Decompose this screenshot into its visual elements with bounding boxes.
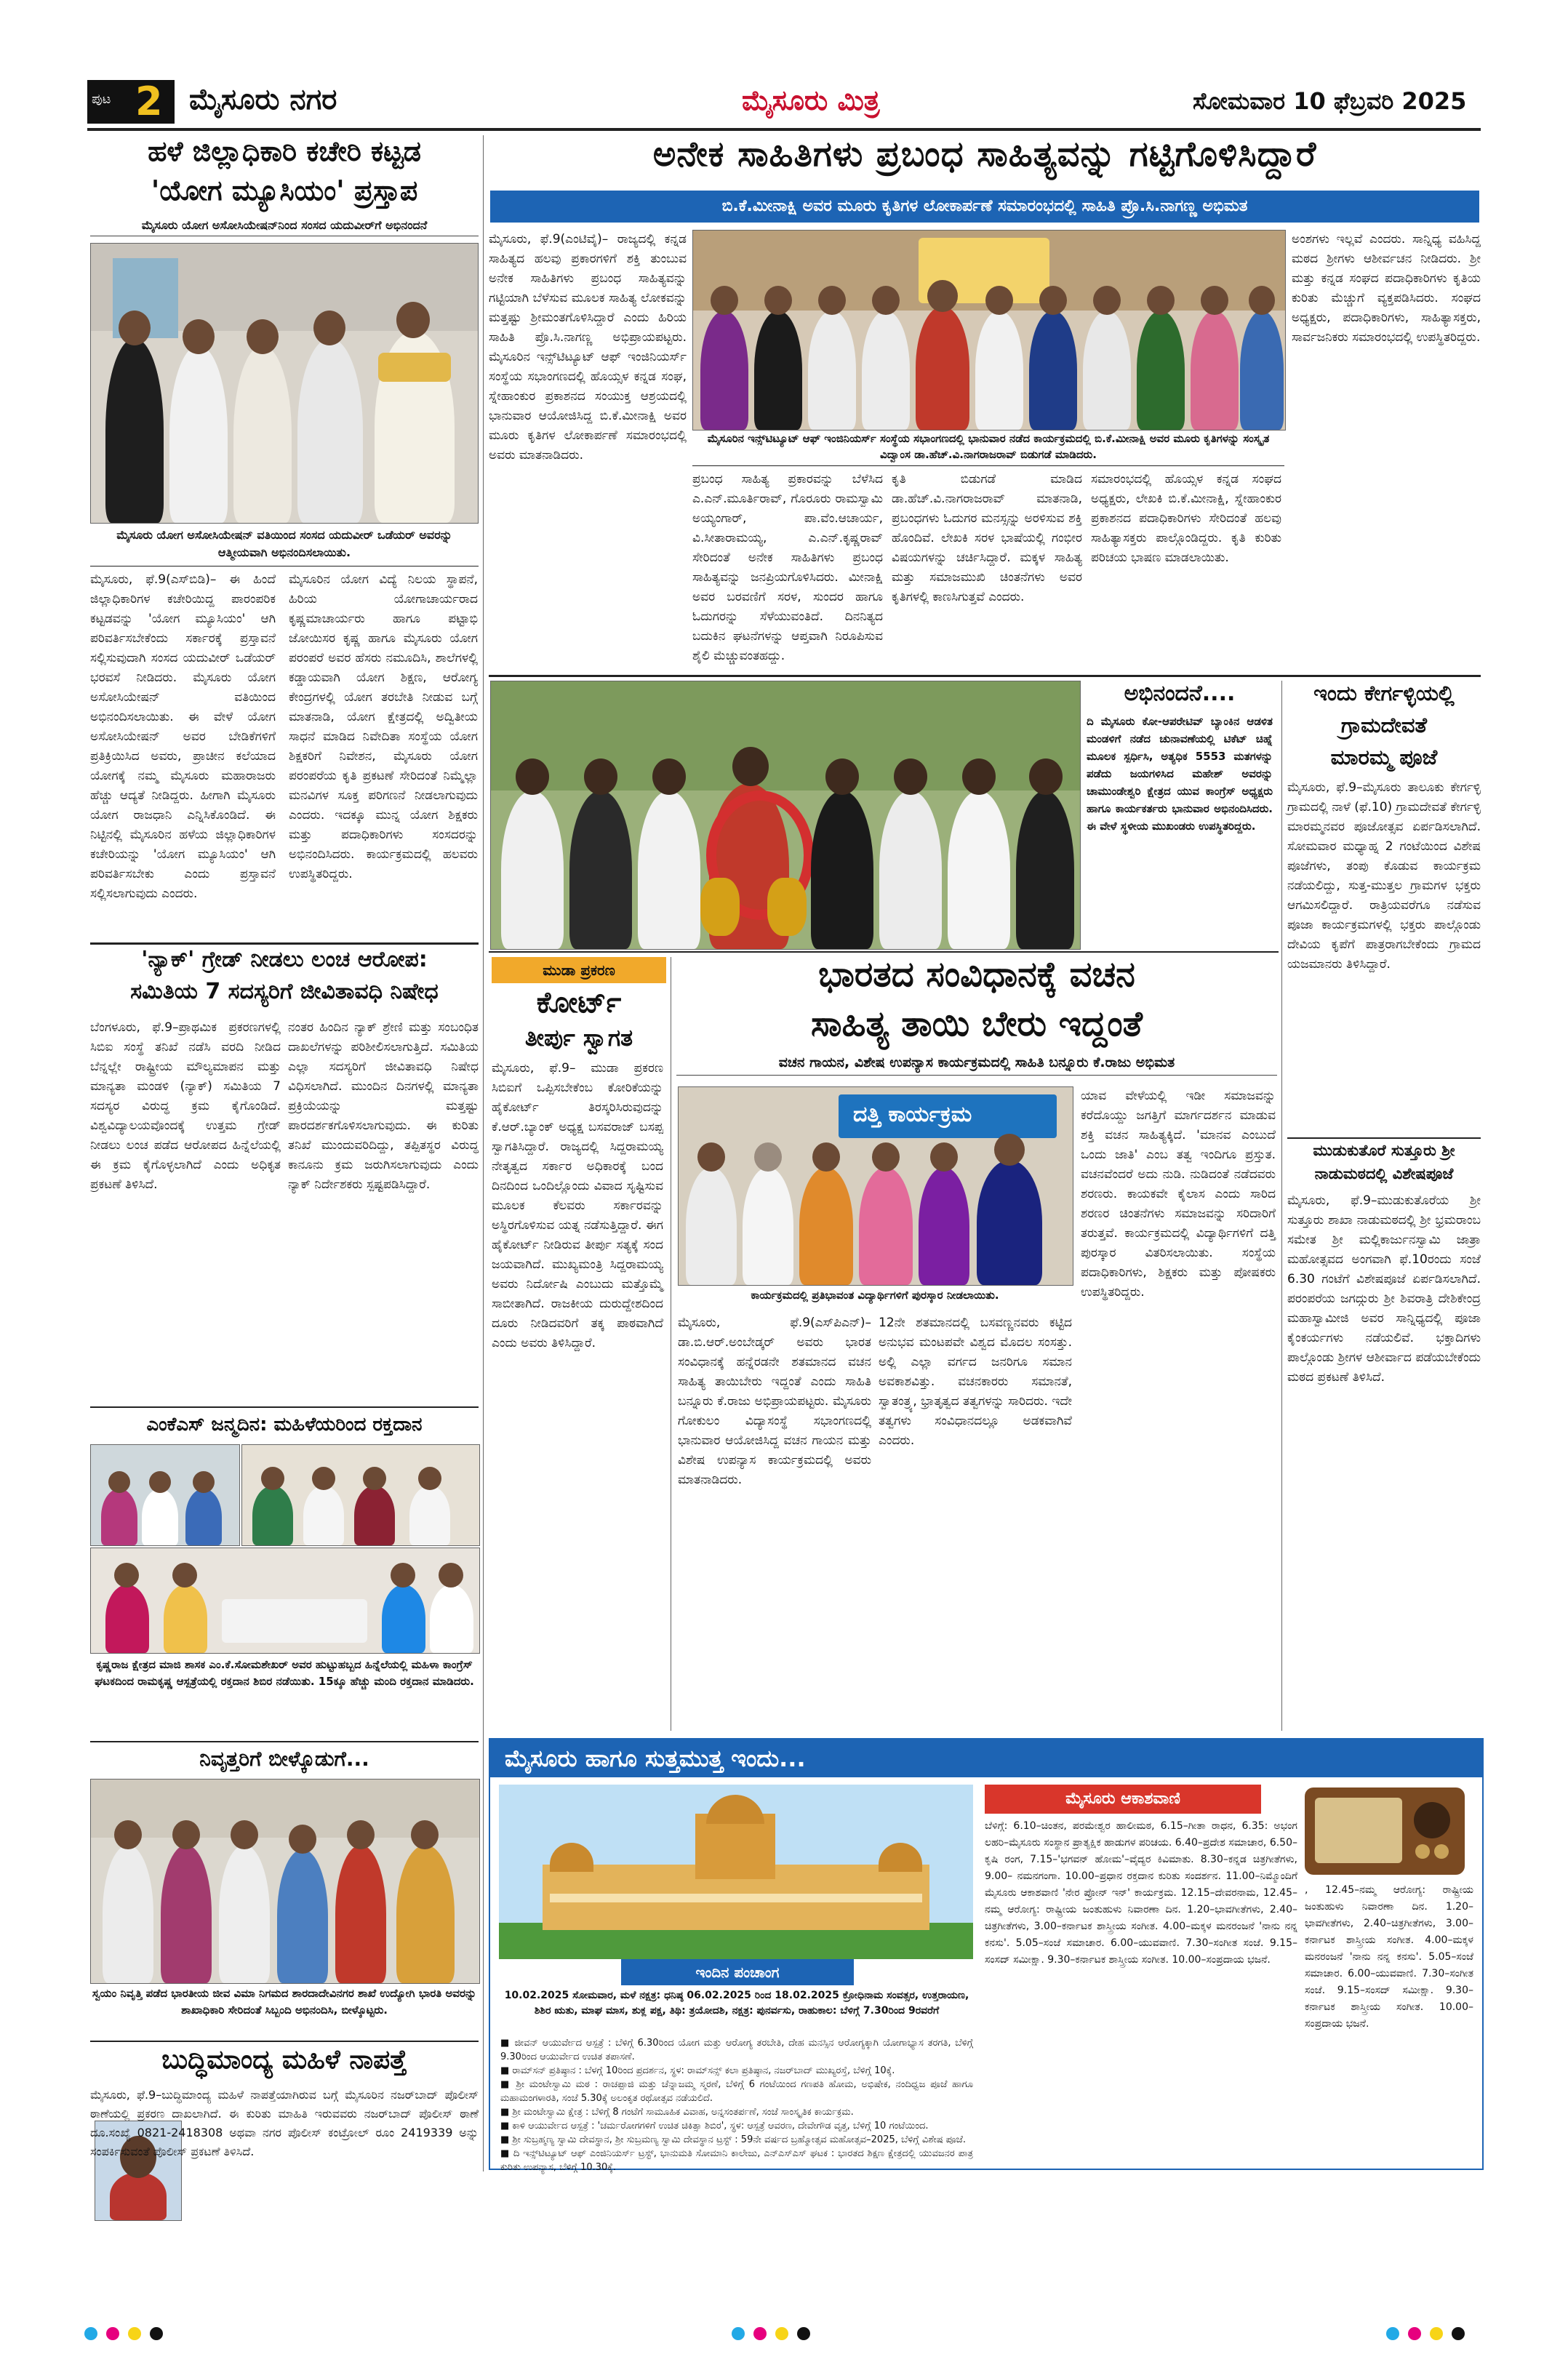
- mudaa-tag: ಮುಡಾ ಪ್ರಕರಣ: [492, 957, 666, 983]
- rule: [90, 1406, 479, 1408]
- vachana-subhead: ವಚನ ಗಾಯನ, ವಿಶೇಷ ಉಪನ್ಯಾಸ ಕಾರ್ಯಕ್ರಮದಲ್ಲಿ ಸಾಹಿತಿ ಬನ್ನೂರು ಕೆ.ರಾಜು ಅಭಿಮತ: [676, 1054, 1277, 1076]
- naac-body-col2: ನಂತರ ಹಿಂದಿನ ನ್ಯಾಕ್ ಶ್ರೇಣಿ ಮತ್ತು ಸಂಬಂಧಿತ ದಾಖಲೆಗಳನ್ನು ಪರಿಶೀಲಿಸಲಾಗುತ್ತಿದೆ. ಸಮಿತಿಯ ಎಲ್ಲಾ ಸದಸ್ಯರಿಗೆ ಜೀವಿತಾವಧಿ ನಿಷೇಧ ವಿಧಿಸಲಾಗಿದೆ. ಮುಂದಿನ ದಿನಗಳಲ್ಲಿ ಮಾನ್ಯತಾ ಪ್ರಕ್ರಿಯೆಯನ್ನು ಮತ್ತಷ್ಟು ಪಾರದರ್ಶಕಗೊಳಿಸಲಾಗುವುದು. ಈ ಕುರಿತು ತನಿಖೆ ಮುಂದುವರಿದಿದ್ದು, ತಪ್ಪಿತಸ್ಥರ ವಿರುದ್ಧ ಕಾನೂನು ಕ್ರಮ ಜರುಗಿಸಲಾಗುವುದು ಎಂದು ನ್ಯಾಕ್ ನಿರ್ದೇಶಕರು ಸ್ಪಷ್ಟಪಡಿಸಿದ್ದಾರೆ.: [288, 1020, 479, 1192]
- blood-headline: ಎಂಕೆಎಸ್ ಜನ್ಮದಿನ: ಮಹಿಳೆಯರಿಂದ ರಕ್ತದಾನ: [146, 1414, 423, 1436]
- missing-headline: ಬುದ್ಧಿಮಾಂದ್ಯ ಮಹಿಳೆ ನಾಪತ್ತೆ: [161, 2045, 407, 2075]
- vachana-banner-text: ದತ್ತಿ ಕಾರ್ಯಕ್ರಮ: [853, 1102, 972, 1127]
- column-rule: [483, 135, 484, 2171]
- mudaa-headline-2: ತೀರ್ಪು ಸ್ವಾಗತ: [524, 1024, 633, 1052]
- mudaa-body: ಮೈಸೂರು, ಫೆ.9– ಮುಡಾ ಪ್ರಕರಣ ಸಿಬಿಐಗೆ ಒಪ್ಪಿಸಬೇಕೆಂಬ ಕೋರಿಕೆಯನ್ನು ಹೈಕೋರ್ಟ್ ತಿರಸ್ಕರಿಸಿರುವುದನ್ನು ಕೆ.ಆರ್.ಬ್ಯಾಂಕ್ ಅಧ್ಯಕ್ಷ ಬಸವರಾಜ್ ಬಸಪ್ಪ ಸ್ವಾಗತಿಸಿದ್ದಾರೆ. ರಾಜ್ಯದಲ್ಲಿ ಸಿದ್ದರಾಮಯ್ಯ ನೇತೃತ್ವದ ಸರ್ಕಾರ ಅಧಿಕಾರಕ್ಕೆ ಬಂದ ದಿನದಿಂದ ಒಂದಿಲ್ಲೊಂದು ವಿವಾದ ಸೃಷ್ಟಿಸುವ ಮೂಲಕ ಕೆಲವರು ಸರ್ಕಾರವನ್ನು ಅಸ್ಥಿರಗೊಳಿಸುವ ಯತ್ನ ನಡೆಸುತ್ತಿದ್ದಾರೆ. ಈಗ ಹೈಕೋರ್ಟ್ ನೀಡಿರುವ ತೀರ್ಪು ಸತ್ಯಕ್ಕೆ ಸಂದ ಜಯವಾಗಿದೆ. ಮುಖ್ಯಮಂತ್ರಿ ಸಿದ್ದರಾಮಯ್ಯ ಅವರು ನಿರ್ದೋಷಿ ಎಂಬುದು ಮತ್ತೊಮ್ಮೆ ಸಾಬೀತಾಗಿದೆ. ರಾಜಕೀಯ ದುರುದ್ದೇಶದಿಂದ ದೂರು ನೀಡಿದವರಿಗೆ ತಕ್ಕ ಪಾಠವಾಗಿದೆ ಎಂದು ಅವರು ತಿಳಿಸಿದ್ದಾರೆ.: [492, 1061, 663, 1350]
- congrats-headline: ಅಭಿನಂದನೆ....: [1124, 681, 1236, 706]
- registration-dot: [128, 2327, 141, 2340]
- yoga-caption: ಮೈಸೂರು ಯೋಗ ಅಸೋಸಿಯೇಷನ್ ವತಿಯಿಂದ ಸಂಸದ ಯದುವೀರ್ ಒಡೆಯರ್ ಅವರನ್ನು ಆತ್ಮೀಯವಾಗಿ ಅಭಿನಂದಿಸಲಾಯಿತು.: [116, 528, 452, 559]
- registration-dot: [775, 2327, 788, 2340]
- registration-dot: [106, 2327, 119, 2340]
- rule: [489, 675, 1481, 677]
- retire-photo: [90, 1779, 480, 1984]
- footer-registration-dots-right: [1382, 2327, 1469, 2343]
- today-box: [489, 1738, 1484, 2173]
- retire-caption: ಸ್ವಯಂ ನಿವೃತ್ತಿ ಪಡೆದ ಭಾರತೀಯ ಜೀವ ವಿಮಾ ನಿಗಮದ ಶಾರದಾದೇವಿನಗರ ಶಾಖೆ ಉದ್ಯೋಗಿ ಭಾರತಿ ಅವರನ್ನು ಶಾಖಾಧಿಕಾರಿ ಸೇರಿದಂತೆ ಸಿಬ್ಬಂದಿ ಅಭಿನಂದಿಸಿ, ಬೀಳ್ಕೊಟ್ಟರು.: [92, 1987, 477, 2017]
- lead-body-col3: ಕೃತಿ ಬಿಡುಗಡೆ ಮಾಡಿದ ಡಾ.ಹೆಚ್.ವಿ.ನಾಗರಾಜರಾವ್ ಮಾತನಾಡಿ, ಪ್ರಬಂಧಗಳು ಓದುಗರ ಮನಸ್ಸನ್ನು ಅರಳಿಸುವ ಶಕ್ತಿ ಹೊಂದಿವೆ. ಲೇಖಕಿ ಸರಳ ಭಾಷೆಯಲ್ಲಿ ಗಂಭೀರ ವಿಷಯಗಳನ್ನು ಚರ್ಚಿಸಿದ್ದಾರೆ. ಮಕ್ಕಳ ಸಾಹಿತ್ಯ ಮತ್ತು ಸಮಾಜಮುಖಿ ಚಿಂತನೆಗಳು ಅವರ ಕೃತಿಗಳಲ್ಲಿ ಕಾಣಸಿಗುತ್ತವೆ ಎಂದರು.: [892, 472, 1082, 604]
- mudaa-headline-1: ಕೋರ್ಟ್: [536, 986, 622, 1020]
- registration-dot: [1430, 2327, 1443, 2340]
- masthead-rule: [87, 128, 1481, 131]
- palace-illustration: [499, 1785, 973, 1959]
- rule: [90, 1741, 479, 1742]
- missing-body: ಮೈಸೂರು, ಫೆ.9–ಬುದ್ಧಿಮಾಂದ್ಯ ಮಹಿಳೆ ನಾಪತ್ತೆಯಾಗಿರುವ ಬಗ್ಗೆ ಮೈಸೂರಿನ ನಜರ್‌ಬಾದ್ ಪೊಲೀಸ್ ಠಾಣೆಯಲ್ಲಿ ಪ್ರಕರಣ ದಾಖಲಾಗಿದೆ. ಈ ಕುರಿತು ಮಾಹಿತಿ ಇರುವವರು ನಜರ್‌ಬಾದ್ ಪೊಲೀಸ್ ಠಾಣೆ ದೂ.ಸಂಖ್ಯೆ 0821-2418308 ಅಥವಾ ನಗರ ಪೊಲೀಸ್ ಕಂಟ್ರೋಲ್ ರೂಂ 2419339 ಅನ್ನು ಸಂಪರ್ಕಿಸುವಂತೆ ಪೊಲೀಸ್ ಪ್ರಕಟಣೆ ತಿಳಿಸಿದೆ.: [90, 2088, 479, 2158]
- panchanga-title: ಇಂದಿನ ಪಂಚಾಂಗ: [621, 1959, 854, 1985]
- today-banner: ಮೈಸೂರು ಹಾಗೂ ಸುತ್ತಮುತ್ತ ಇಂದು...: [490, 1740, 1482, 1777]
- yoga-body-col2: ಮೈಸೂರಿನ ಯೋಗ ವಿದ್ಯೆ ನಿಲಯ ಸ್ಥಾಪನೆ, ಹಿರಿಯ ಯೋಗಾಚಾರ್ಯರಾದ ಕೃಷ್ಣಮಾಚಾರ್ಯರು ಹಾಗೂ ಪಟ್ಟಾಭಿ ಜೋಯಿಸರ ಕೃಷ್ಣ ಹಾಗೂ ಮೈಸೂರು ಯೋಗ ಪರಂಪರೆ ಅವರ ಹೆಸರು ನಮೂದಿಸಿ, ಶಾಲೆಗಳಲ್ಲಿ ಕಡ್ಡಾಯವಾಗಿ ಯೋಗ ಶಿಕ್ಷಣ, ಆರೋಗ್ಯ ಕೇಂದ್ರಗಳಲ್ಲಿ ಯೋಗ ತರಬೇತಿ ನೀಡುವ ಬಗ್ಗೆ ಮಾತನಾಡಿ, ಯೋಗ ಕ್ಷೇತ್ರದಲ್ಲಿ ಅದ್ವಿತೀಯ ಸಾಧನೆ ಮಾಡಿದ ನಿವೇದಿತಾ ಸಂಸ್ಥೆಯ ಯೋಗ ಶಿಕ್ಷಕರಿಗೆ ನಿವೇಶನ, ಮೈಸೂರು ಯೋಗ ಪರಂಪರೆಯ ಕೃತಿ ಪ್ರಕಟಣೆ ಸೇರಿದಂತೆ ನಿಮ್ಮೆಲ್ಲಾ ಮನವಿಗಳ ಸೂಕ್ತ ಪರಿಗಣನೆ ನೀಡಲಾಗುವುದು ಎಂದರು. ಇದಕ್ಕೂ ಮುನ್ನ ಯೋಗ ಶಿಕ್ಷಕರು ಮತ್ತು ಪದಾಧಿಕಾರಿಗಳು ಸಂಸದರನ್ನು ಅಭಿನಂದಿಸಿದರು. ಕಾರ್ಯಕ್ರಮದಲ್ಲಿ ಹಲವರು ಉಪಸ್ಥಿತರಿದ್ದರು.: [289, 572, 478, 881]
- registration-dot: [1452, 2327, 1465, 2340]
- lead-body-col5: ಅಂಶಗಳು ಇಲ್ಲವೆ ಎಂದರು. ಸಾನ್ನಿಧ್ಯ ವಹಿಸಿದ್ದ ಮಠದ ಶ್ರೀಗಳು ಆಶೀರ್ವಚನ ನೀಡಿದರು. ಶ್ರೀ ಮತ್ತು ಕನ್ನಡ ಸಂಘದ ಪದಾಧಿಕಾರಿಗಳು ಕೃತಿಯ ಕುರಿತು ಮೆಚ್ಚುಗೆ ವ್ಯಕ್ತಪಡಿಸಿದರು. ಸಂಘದ ಅಧ್ಯಕ್ಷರು, ಪದಾಧಿಕಾರಿಗಳು, ಸಾಹಿತ್ಯಾಸಕ್ತರು, ಸಾರ್ವಜನಿಕರು ಸಮಾರಂಭದಲ್ಲಿ ಉಪಸ್ಥಿತರಿದ್ದರು.: [1292, 232, 1481, 345]
- blood-photo-1: [90, 1444, 240, 1546]
- lead-body-col4: ಸಮಾರಂಭದಲ್ಲಿ ಹೊಯ್ಸಳ ಕನ್ನಡ ಸಂಘದ ಅಧ್ಯಕ್ಷರು, ಲೇಖಕಿ ಬಿ.ಕೆ.ಮೀನಾಕ್ಷಿ, ಸ್ನೇಹಾಂಕುರ ಪ್ರಕಾಶನದ ಪದಾಧಿಕಾರಿಗಳು ಸೇರಿದಂತೆ ಹಲವು ಸಾಹಿತ್ಯಾಸಕ್ತರು ಪಾಲ್ಗೊಂಡಿದ್ದರು. ಕೃತಿ ಕುರಿತು ಪರಿಚಯ ಭಾಷಣ ಮಾಡಲಾಯಿತು.: [1091, 472, 1281, 565]
- lead-body-col1: ಮೈಸೂರು, ಫೆ.9(ಎಂಟಿವೈ)– ರಾಜ್ಯದಲ್ಲಿ ಕನ್ನಡ ಸಾಹಿತ್ಯದ ಹಲವು ಪ್ರಕಾರಗಳಿಗೆ ಶಕ್ತಿ ತುಂಬುವ ಅನೇಕ ಸಾಹಿತಿಗಳು ಪ್ರಬಂಧ ಸಾಹಿತ್ಯವನ್ನು ಗಟ್ಟಿಯಾಗಿ ಬೆಳೆಸುವ ಮೂಲಕ ಸಾಹಿತ್ಯ ಲೋಕವನ್ನು ಮತ್ತಷ್ಟು ಶ್ರೀಮಂತಗೊಳಿಸಿದ್ದಾರೆ ಎಂದು ಹಿರಿಯ ಸಾಹಿತಿ ಪ್ರೊ.ಸಿ.ನಾಗಣ್ಣ ಅಭಿಪ್ರಾಯಪಟ್ಟರು. ಮೈಸೂರಿನ ಇನ್ಸ್‌ಟಿಟ್ಯೂಟ್ ಆಫ್ ಇಂಜಿನಿಯರ್ಸ್ ಸಂಸ್ಥೆಯ ಸಭಾಂಗಣದಲ್ಲಿ ಹೊಯ್ಸಳ ಕನ್ನಡ ಸಂಘ, ಸ್ನೇಹಾಂಕುರ ಪ್ರಕಾಶನದ ಸಂಯುಕ್ತ ಆಶ್ರಯದಲ್ಲಿ ಭಾನುವಾರ ಆಯೋಜಿಸಿದ್ದ ಬಿ.ಕೆ.ಮೀನಾಕ್ಷಿ ಅವರ ಮೂರು ಕೃತಿಗಳ ಲೋಕಾರ್ಪಣೆ ಸಮಾರಂಭದಲ್ಲಿ ಅವರು ಮಾತನಾಡಿದರು.: [489, 232, 687, 463]
- registration-dot: [797, 2327, 810, 2340]
- panchanga-text: 10.02.2025 ಸೋಮವಾರ, ಮಳೆ ನಕ್ಷತ್ರ: ಧನಿಷ್ಠ 06.02.2025 ರಿಂದ 18.02.2025 ಕ್ರೋಧಿನಾಮ ಸಂವತ್ಸರ, ಉತ್ತರಾಯಣ, ಶಿಶಿರ ಋತು, ಮಾಘ ಮಾಸ, ಶುಕ್ಲ ಪಕ್ಷ, ತಿಥಿ: ತ್ರಯೋದಶಿ, ನಕ್ಷತ್ರ: ಪುನರ್ವಸು, ರಾಹುಕಾಲ: ಬೆಳಿಗ್ಗೆ 7.30ರಿಂದ 9ರವರೆಗೆ: [504, 1990, 969, 2017]
- event-item: ■ ಶ್ರೀ ಸುಬ್ರಹ್ಮಣ್ಯ ಸ್ವಾಮಿ ದೇವಸ್ಥಾನ, ಶ್ರೀ ಸುಬ್ರಮಣ್ಯ ಸ್ವಾಮಿ ದೇವಸ್ಥಾನ ಟ್ರಸ್ಟ್ : 59ನೇ ವರ್ಷದ ಬ್ರಹ್ಮೋತ್ಸವ ಮಹೋತ್ಸವ–2025, ಬೆಳಿಗ್ಗೆ ವಿಶೇಷ ಪೂಜೆ.: [500, 2134, 967, 2145]
- footer-registration-dots-left: [80, 2327, 167, 2343]
- event-item: ■ ದಿ ಇನ್ಸ್‌ಟಿಟ್ಯೂಟ್ ಆಫ್ ಎಂಜಿನಿಯರ್ಸ್ ಟ್ರಸ್ಟ್, ಭಾನುಮತಿ ಸೋಮಾನಿ ಕಾಲೇಜು, ಎನ್‌ಎಸ್‌ಎಸ್ ಘಟಕ : ಭಾರತದ ಶಿಕ್ಷಣ ಕ್ಷೇತ್ರದಲ್ಲಿ ಯುವಜನರ ಪಾತ್ರ ಕುರಿತು ಉಪನ್ಯಾಸ, ಬೆಳಿಗ್ಗೆ 10.30ಕ್ಕೆ.: [500, 2148, 973, 2173]
- madhu-body: ಮೈಸೂರು, ಫೆ.9–ಮುಡುಕುತೊರೆಯ ಶ್ರೀ ಸುತ್ತೂರು ಶಾಖಾ ನಾಡುಮಠದಲ್ಲಿ ಶ್ರೀ ಭ್ರಮರಾಂಬ ಸಮೇತ ಶ್ರೀ ಮಲ್ಲಿಕಾರ್ಜುನಸ್ವಾಮಿ ಜಾತ್ರಾ ಮಹೋತ್ಸವದ ಅಂಗವಾಗಿ ಫೆ.10ರಂದು ಸಂಜೆ 6.30 ಗಂಟೆಗೆ ವಿಶೇಷಪೂಜೆ ಏರ್ಪಡಿಸಲಾಗಿದೆ. ಪರಂಪರೆಯ ಜಗದ್ಗುರು ಶ್ರೀ ಶಿವರಾತ್ರಿ ದೇಶಿಕೇಂದ್ರ ಮಹಾಸ್ವಾಮೀಜಿ ಅವರ ಸಾನ್ನಿಧ್ಯದಲ್ಲಿ ಪೂಜಾ ಕೈಂಕರ್ಯಗಳು ನಡೆಯಲಿವೆ. ಭಕ್ತಾದಿಗಳು ಪಾಲ್ಗೊಂಡು ಶ್ರೀಗಳ ಆಶೀರ್ವಾದ ಪಡೆಯಬೇಕೆಂದು ಮಠದ ಪ್ರಕಟಣೆ ತಿಳಿಸಿದೆ.: [1287, 1193, 1481, 1385]
- lead-headline: ಅನೇಕ ಸಾಹಿತಿಗಳು ಪ್ರಬಂಧ ಸಾಹಿತ್ಯವನ್ನು ಗಟ್ಟಿಗೊಳಿಸಿದ್ದಾರೆ: [652, 134, 1317, 175]
- vachana-headline-2: ಸಾಹಿತ್ಯ ತಾಯಿ ಬೇರು ಇದ್ದಂತೆ: [811, 1004, 1143, 1044]
- page-number-box: [87, 80, 175, 124]
- paper-name: ಮೈಸೂರು ಮಿತ್ರ: [742, 84, 880, 116]
- registration-dot: [150, 2327, 163, 2340]
- registration-dot: [84, 2327, 97, 2340]
- blood-photo-3: [90, 1548, 480, 1654]
- yoga-headline-2: 'ಯೋಗ ಮ್ಯೂಸಿಯಂ' ಪ್ರಸ್ತಾಪ: [151, 175, 418, 207]
- issue-date: ಸೋಮವಾರ 10 ಫೆಬ್ರವರಿ 2025: [1193, 87, 1467, 115]
- blood-caption: ಕೃಷ್ಣರಾಜ ಕ್ಷೇತ್ರದ ಮಾಜಿ ಶಾಸಕ ಎಂ.ಕೆ.ಸೋಮಶೇಖರ್ ಅವರ ಹುಟ್ಟುಹಬ್ಬದ ಹಿನ್ನೆಲೆಯಲ್ಲಿ ಮಹಿಳಾ ಕಾಂಗ್ರೆಸ್ ಘಟಕದಿಂದ ರಾಮಕೃಷ್ಣ ಆಸ್ಪತ್ರೆಯಲ್ಲಿ ರಕ್ತದಾನ ಶಿಬಿರ ನಡೆಯಿತು. 15ಕ್ಕೂ ಹೆಚ್ಚು ಮಂದಿ ರಕ್ತದಾನ ಮಾಡಿದರು.: [95, 1658, 474, 1688]
- naac-body-col1: ಬೆಂಗಳೂರು, ಫೆ.9–ಪ್ರಾಥಮಿಕ ಪ್ರಕರಣಗಳಲ್ಲಿ ಸಿಬಿಐ ಸಂಸ್ಥೆ ತನಿಖೆ ನಡೆಸಿ ವರದಿ ನೀಡಿದ ಬೆನ್ನಲ್ಲೇ ರಾಷ್ಟ್ರೀಯ ಮೌಲ್ಯಮಾಪನ ಮತ್ತು ಮಾನ್ಯತಾ ಮಂಡಳಿ (ನ್ಯಾಕ್) ಸಮಿತಿಯ 7 ಸದಸ್ಯರ ವಿರುದ್ಧ ಕ್ರಮ ಕೈಗೊಂಡಿದೆ. ವಿಶ್ವವಿದ್ಯಾಲಯವೊಂದಕ್ಕೆ ಉತ್ತಮ ಗ್ರೇಡ್ ನೀಡಲು ಲಂಚ ಪಡೆದ ಆರೋಪದ ಹಿನ್ನೆಲೆಯಲ್ಲಿ ಈ ಕ್ರಮ ಕೈಗೊಳ್ಳಲಾಗಿದೆ ಎಂದು ಅಧಿಕೃತ ಪ್ರಕಟಣೆ ತಿಳಿಸಿದೆ.: [90, 1020, 281, 1192]
- event-item: ■ ಶ್ರೀ ಮಂಟೇಸ್ವಾಮಿ ಕ್ಷೇತ್ರ : ಬೆಳಿಗ್ಗೆ 8 ಗಂಟೆಗೆ ಸಾಮೂಹಿಕ ವಿವಾಹ, ಅನ್ನಸಂತರ್ಪಣೆ, ಸಂಜೆ ಸಾಂಸ್ಕೃತಿಕ ಕಾರ್ಯಕ್ರಮ.: [500, 2107, 854, 2118]
- event-item: ■ ಶ್ರೀ ಮಂಟೇಸ್ವಾಮಿ ಮಠ : ರಾಚಪ್ಪಾಜಿ ಮತ್ತು ಚೆನ್ನಾಜಮ್ಮ ಸ್ಮರಣೆ, ಬೆಳಿಗ್ಗೆ 6 ಗಂಟೆಯಿಂದ ಗಣಪತಿ ಹೋಮ, ಅಭಿಷೇಕ, ನಂದಿಧ್ವಜ ಪೂಜೆ ಹಾಗೂ ಮಹಾಮಂಗಳಾರತಿ, ಸಂಜೆ 5.30ಕ್ಕೆ ಅಲಂಕೃತ ರಥೋತ್ಸವ ನಡೆಯಲಿದೆ.: [500, 2079, 973, 2104]
- yoga-subhead: ಮೈಸೂರು ಯೋಗ ಅಸೋಸಿಯೇಷನ್‌ನಿಂದ ಸಂಸದ ಯದುವೀರ್‌ಗೆ ಅಭಿನಂದನೆ: [90, 218, 479, 236]
- registration-dot: [1408, 2327, 1421, 2340]
- column-rule: [1281, 681, 1282, 1731]
- registration-dot: [732, 2327, 745, 2340]
- event-item: ■ ಜೀವನ್ ಆಯುರ್ವೇದ ಆಸ್ಪತ್ರೆ : ಬೆಳಿಗ್ಗೆ 6.30ರಿಂದ ಯೋಗ ಮತ್ತು ಆರೋಗ್ಯ ತರಬೇತಿ, ದೇಹ ಮನಸ್ಸಿನ ಆರೋಗ್ಯಕ್ಕಾಗಿ ಯೋಗಾಭ್ಯಾಸ ತರಗತಿ, ಬೆಳಿಗ್ಗೆ 9.30ರಿಂದ ಆಯುರ್ವೇದ ಉಚಿತ ತಪಾಸಣೆ.: [500, 2038, 973, 2062]
- radio-icon: [1305, 1787, 1465, 1875]
- vachana-caption: ಕಾರ್ಯಕ್ರಮದಲ್ಲಿ ಪ್ರತಿಭಾವಂತ ವಿದ್ಯಾರ್ಥಿಗಳಿಗೆ ಪುರಸ್ಕಾರ ನೀಡಲಾಯಿತು.: [751, 1289, 999, 1302]
- rule: [692, 465, 1284, 466]
- madhu-headline-1: ಮುಡುಕುತೊರೆ ಸುತ್ತೂರು ಶ್ರೀ: [1313, 1142, 1455, 1159]
- blood-photo-2: [241, 1444, 480, 1546]
- page-label: ಪುಟ: [92, 92, 111, 107]
- temple-headline-1: ಇಂದು ಕೇರ್ಗಳ್ಳಿಯಲ್ಲಿ: [1313, 681, 1455, 705]
- temple-headline-2: ಗ್ರಾಮದೇವತೆ: [1340, 713, 1428, 737]
- rule: [1287, 1137, 1481, 1139]
- temple-headline-3: ಮಾರಮ್ಮ ಪೂಜೆ: [1330, 745, 1438, 769]
- rule: [90, 942, 479, 945]
- page-number: 2: [135, 79, 163, 124]
- event-item: ■ ರಾಮ್‌ಸನ್ ಪ್ರತಿಷ್ಠಾನ : ಬೆಳಗ್ಗೆ 10ರಿಂದ ಪ್ರದರ್ಶನ, ಸ್ಥಳ: ರಾಮ್‌ಸನ್ಸ್ ಕಲಾ ಪ್ರತಿಷ್ಠಾನ, ನಜರ್‌ಬಾದ್ ಮುಖ್ಯರಸ್ತೆ, ಬೆಳಿಗ್ಗೆ 10ಕ್ಕೆ.: [500, 2065, 895, 2076]
- vachana-body-col3: ಯಾವ ವೇಳೆಯಲ್ಲಿ ಇಡೀ ಸಮಾಜವನ್ನು ಕರೆದೊಯ್ದು ಜಗತ್ತಿಗೆ ಮಾರ್ಗದರ್ಶನ ಮಾಡುವ ಶಕ್ತಿ ವಚನ ಸಾಹಿತ್ಯಕ್ಕಿದೆ. 'ಮಾನವ ಎಂಬುದೆ ಒಂದು ಜಾತಿ' ಎಂಬ ತತ್ವ ಇಂದಿಗೂ ಪ್ರಸ್ತುತ. ವಚನವೆಂದರೆ ಅದು ನುಡಿ. ನುಡಿದಂತೆ ನಡೆದವರು ಶರಣರು. ಕಾಯಕವೇ ಕೈಲಾಸ ಎಂದು ಸಾರಿದ ಶರಣರ ಚಿಂತನೆಗಳು ಸಮಾಜವನ್ನು ಸರಿದಾರಿಗೆ ತರುತ್ತವೆ. ಕಾರ್ಯಕ್ರಮದಲ್ಲಿ ವಿದ್ಯಾರ್ಥಿಗಳಿಗೆ ದತ್ತಿ ಪುರಸ್ಕಾರ ವಿತರಿಸಲಾಯಿತು. ಸಂಸ್ಥೆಯ ಪದಾಧಿಕಾರಿಗಳು, ಶಿಕ್ಷಕರು ಮತ್ತು ಪೋಷಕರು ಉಪಸ್ಥಿತರಿದ್ದರು.: [1081, 1089, 1276, 1300]
- congrats-photo: [490, 681, 1081, 950]
- vachana-body-col1: ಮೈಸೂರು, ಫೆ.9(ಎಸ್‌ಪಿಎನ್)– ಡಾ.ಬಿ.ಆರ್.ಅಂಬೇಡ್ಕರ್ ಅವರು ಭಾರತ ಸಂವಿಧಾನಕ್ಕೆ ಹನ್ನೆರಡನೇ ಶತಮಾನದ ವಚನ ಸಾಹಿತ್ಯ ತಾಯಿಬೇರು ಇದ್ದಂತೆ ಎಂದು ಸಾಹಿತಿ ಬನ್ನೂರು ಕೆ.ರಾಜು ಅಭಿಪ್ರಾಯಪಟ್ಟರು. ಮೈಸೂರು ಗೋಕುಲಂ ವಿದ್ಯಾಸಂಸ್ಥೆ ಸಭಾಂಗಣದಲ್ಲಿ ಭಾನುವಾರ ಆಯೋಜಿಸಿದ್ದ ವಚನ ಗಾಯನ ಮತ್ತು ವಿಶೇಷ ಉಪನ್ಯಾಸ ಕಾರ್ಯಕ್ರಮದಲ್ಲಿ ಅವರು ಮಾತನಾಡಿದರು.: [678, 1316, 871, 1487]
- rule: [489, 951, 1279, 953]
- radio-title: ಮೈಸೂರು ಆಕಾಶವಾಣಿ: [985, 1785, 1261, 1814]
- event-item: ■ ಕಾಳಿ ಆಯುರ್ವೇದ ಆಸ್ಪತ್ರೆ : 'ಚರ್ಮರೋಗಗಳಿಗೆ ಉಚಿತ ಚಿಕಿತ್ಸಾ ಶಿಬಿರ', ಸ್ಥಳ: ಆಸ್ಪತ್ರೆ ಆವರಣ, ದೇವೇಗೌಡ ವೃತ್ತ, ಬೆಳಿಗ್ಗೆ 10 ಗಂಟೆಯಿಂದ.: [500, 2121, 929, 2131]
- radio-schedule-tail: , 12.45–ನಮ್ಮ ಆರೋಗ್ಯ: ರಾಷ್ಟ್ರೀಯ ಜಂತುಹುಳು ನಿವಾರಣಾ ದಿನ. 1.20–ಭಾವಗೀತೆಗಳು, 2.40–ಚಿತ್ರಗೀತೆಗಳು, 3.00–ಕರ್ನಾಟಕ ಶಾಸ್ತ್ರೀಯ ಸಂಗೀತ. 4.00–ಮಕ್ಕಳ ಮನರಂಜನೆ 'ನಾನು ನನ್ನ ಕನಸು'. 5.05–ಸಂಜೆ ಸಮಾಚಾರ. 6.00–ಯುವವಾಣಿ. 7.30–ಸಂಗೀತ ಸಂಜೆ. 9.15–ಸಂಸದ್ ಸಮೀಕ್ಷಾ. 9.30–ಕರ್ನಾಟಕ ಶಾಸ್ತ್ರೀಯ ಸಂಗೀತ. 10.00–ಸಂಪ್ರದಾಯ ಭಜನೆ.: [1305, 1884, 1473, 2030]
- congrats-body: ದಿ ಮೈಸೂರು ಕೋ-ಆಪರೇಟಿವ್ ಬ್ಯಾಂಕಿನ ಆಡಳಿತ ಮಂಡಳಿಗೆ ನಡೆದ ಚುನಾವಣೆಯಲ್ಲಿ ಟಿಕೆಟ್ ಚಿಹ್ನೆ ಮೂಲಕ ಸ್ಪರ್ಧಿಸಿ, ಅತ್ಯಧಿಕ 5553 ಮತಗಳನ್ನು ಪಡೆದು ಜಯಗಳಿಸಿದ ಮಹೇಶ್ ಅವರನ್ನು ಚಾಮುಂಡೇಶ್ವರಿ ಕ್ಷೇತ್ರದ ಯುವ ಕಾಂಗ್ರೆಸ್ ಅಧ್ಯಕ್ಷರು ಹಾಗೂ ಕಾರ್ಯಕರ್ತರು ಭಾನುವಾರ ಅಭಿನಂದಿಸಿದರು. ಈ ವೇಳೆ ಸ್ಥಳೀಯ ಮುಖಂಡರು ಉಪಸ್ಥಿತರಿದ್ದರು.: [1087, 715, 1273, 833]
- vachana-photo: [678, 1086, 1073, 1286]
- rule: [90, 2041, 479, 2042]
- rule: [90, 566, 479, 567]
- yoga-headline-1: ಹಳೆ ಜಿಲ್ಲಾಧಿಕಾರಿ ಕಚೇರಿ ಕಟ್ಟಡ: [148, 135, 421, 167]
- lead-subhead: ಬಿ.ಕೆ.ಮೀನಾಕ್ಷಿ ಅವರ ಮೂರು ಕೃತಿಗಳ ಲೋಕಾರ್ಪಣೆ ಸಮಾರಂಭದಲ್ಲಿ ಸಾಹಿತಿ ಪ್ರೊ.ಸಿ.ನಾಗಣ್ಣ ಅಭಿಮತ: [490, 191, 1479, 223]
- lead-body-col2: ಪ್ರಬಂಧ ಸಾಹಿತ್ಯ ಪ್ರಕಾರವನ್ನು ಬೆಳೆಸಿದ ಎ.ಎನ್.ಮೂರ್ತಿರಾವ್, ಗೊರೂರು ರಾಮಸ್ವಾಮಿ ಅಯ್ಯಂಗಾರ್, ಪಾ.ವೆಂ.ಆಚಾರ್ಯ, ವಿ.ಸೀತಾರಾಮಯ್ಯ, ಎ.ಎನ್.ಕೃಷ್ಣರಾವ್ ಸೇರಿದಂತೆ ಅನೇಕ ಸಾಹಿತಿಗಳು ಪ್ರಬಂಧ ಸಾಹಿತ್ಯವನ್ನು ಜನಪ್ರಿಯಗೊಳಿಸಿದರು. ಮೀನಾಕ್ಷಿ ಅವರ ಬರವಣಿಗೆ ಸರಳ, ಸುಂದರ ಹಾಗೂ ಓದುಗರನ್ನು ಸೆಳೆಯುವಂತಿದೆ. ದಿನನಿತ್ಯದ ಬದುಕಿನ ಘಟನೆಗಳನ್ನು ಆಪ್ತವಾಗಿ ನಿರೂಪಿಸುವ ಶೈಲಿ ಮೆಚ್ಚುವಂತಹದ್ದು.: [692, 472, 883, 663]
- events-list: [500, 2036, 973, 2173]
- lead-photo: [692, 230, 1286, 431]
- masthead: [87, 79, 1481, 127]
- retire-headline: ನಿವೃತ್ತರಿಗೆ ಬೀಳ್ಕೊಡುಗೆ...: [199, 1747, 369, 1771]
- yoga-body-col1: ಮೈಸೂರು, ಫೆ.9(ಎಸ್‌ಬಿಡಿ)– ಈ ಹಿಂದೆ ಜಿಲ್ಲಾಧಿಕಾರಿಗಳ ಕಚೇರಿಯಿದ್ದ ಪಾರಂಪರಿಕ ಕಟ್ಟಡವನ್ನು 'ಯೋಗ ಮ್ಯೂಸಿಯಂ' ಆಗಿ ಪರಿವರ್ತಿಸಬೇಕೆಂದು ಸರ್ಕಾರಕ್ಕೆ ಪ್ರಸ್ತಾವನೆ ಸಲ್ಲಿಸುವುದಾಗಿ ಸಂಸದ ಯದುವೀರ್ ಒಡೆಯರ್ ಭರವಸೆ ನೀಡಿದರು. ಮೈಸೂರು ಯೋಗ ಅಸೋಸಿಯೇಷನ್ ವತಿಯಿಂದ ಅಭಿನಂದಿಸಲಾಯಿತು. ಈ ವೇಳೆ ಯೋಗ ಅಸೋಸಿಯೇಷನ್ ಅವರ ಬೇಡಿಕೆಗಳಿಗೆ ಪ್ರತಿಕ್ರಿಯಿಸಿದ ಅವರು, ಪ್ರಾಚೀನ ಕಲೆಯಾದ ಯೋಗಕ್ಕೆ ನಮ್ಮ ಮೈಸೂರು ಮಹಾರಾಜರು ಹೆಚ್ಚು ಆದ್ಯತೆ ನೀಡಿದ್ದರು. ಹೀಗಾಗಿ ಮೈಸೂರು ಯೋಗ ರಾಜಧಾನಿ ಎನ್ನಿಸಿಕೊಂಡಿದೆ. ಈ ನಿಟ್ಟಿನಲ್ಲಿ ಮೈಸೂರಿನ ಹಳೆಯ ಜಿಲ್ಲಾಧಿಕಾರಿಗಳ ಕಚೇರಿಯನ್ನು 'ಯೋಗ ಮ್ಯೂಸಿಯಂ' ಆಗಿ ಪರಿವರ್ತಿಸಬೇಕು ಎಂದು ಪ್ರಸ್ತಾವನೆ ಸಲ್ಲಿಸಲಾಗುವುದು ಎಂದರು.: [90, 572, 276, 901]
- radio-schedule-cont: [1305, 1882, 1473, 2160]
- temple-body: ಮೈಸೂರು, ಫೆ.9–ಮೈಸೂರು ತಾಲೂಕು ಕೇರ್ಗಳ್ಳಿ ಗ್ರಾಮದಲ್ಲಿ ನಾಳೆ (ಫೆ.10) ಗ್ರಾಮದೇವತೆ ಕೇರ್ಗಳ್ಳಿ ಮಾರಮ್ಮನವರ ಪೂಜೋತ್ಸವ ಏರ್ಪಡಿಸಲಾಗಿದೆ. ಸೋಮವಾರ ಮಧ್ಯಾಹ್ನ 2 ಗಂಟೆಯಿಂದ ವಿಶೇಷ ಪೂಜೆಗಳು, ತಂಪು ಕೊಡುವ ಕಾರ್ಯಕ್ರಮ ನಡೆಯಲಿದ್ದು, ಸುತ್ತ-ಮುತ್ತಲ ಗ್ರಾಮಗಳ ಭಕ್ತರು ಆಗಮಿಸಲಿದ್ದಾರೆ. ರಾತ್ರಿಯವರೆಗೂ ನಡೆಸುವ ಪೂಜಾ ಕಾರ್ಯಕ್ರಮಗಳಲ್ಲಿ ಭಕ್ತರು ಪಾಲ್ಗೊಂಡು ದೇವಿಯ ಕೃಪೆಗೆ ಪಾತ್ರರಾಗಬೇಕೆಂದು ಗ್ರಾಮದ ಯಜಮಾನರು ತಿಳಿಸಿದ್ದಾರೆ.: [1287, 780, 1481, 972]
- radio-schedule: ಬೆಳಿಗ್ಗೆ: 6.10–ಚಿಂತನ, ಪರಮೇಶ್ವರ ಹಾಲೀಮಠ, 6.15–ಗೀತಾ ರಾಧನ, 6.35: ಅಭಂಗ ಲಹರಿ–ಮೈಸೂರು ಸಂಸ್ಥಾನ ಪ್ರಾತ್ಯಕ್ಷಿಕ ಹಾಡುಗಳ ಪರಿಚಯ. 6.40–ಪ್ರದೇಶ ಸಮಾಚಾರ, 6.50–ಕೃಷಿ ರಂಗ, 7.15–'ಭಗವನ್ ಹೋಮ'–ವೈದ್ಯರ ಕಿವಿಮಾತು. 8.30–ಕನ್ನಡ ಚಿತ್ರಗೀತೆಗಳು, 9.00– ನಮನಗಂಗಾ. 10.00–ಪ್ರಧಾನ ರಕ್ತದಾನ ಕುರಿತು ಸಂದರ್ಶನ. 11.00–ನಿಮ್ಮೊಂದಿಗೆ ಮೈಸೂರು ಆಕಾಶವಾಣಿ 'ನೇರ ಪ್ರೋನ್ ಇನ್' ಕಾರ್ಯಕ್ರಮ. 12.15–ದೇವರನಾಮ, 12.45–ನಮ್ಮ ಆರೋಗ್ಯ: ರಾಷ್ಟ್ರೀಯ ಜಂತುಹುಳು ನಿವಾರಣಾ ದಿನ. 1.20–ಭಾವಗೀತೆಗಳು, 2.40–ಚಿತ್ರಗೀತೆಗಳು, 3.00–ಕರ್ನಾಟಕ ಶಾಸ್ತ್ರೀಯ ಸಂಗೀತ. 4.00–ಮಕ್ಕಳ ಮನರಂಜನೆ 'ನಾನು ನನ್ನ ಕನಸು'. 5.05–ಸಂಜೆ ಸಮಾಚಾರ. 6.00–ಯುವವಾಣಿ. 7.30–ಸಂಗೀತ ಸಂಜೆ. 9.15–ಸಂಸದ್ ಸಮೀಕ್ಷಾ. 9.30–ಕರ್ನಾಟಕ ಶಾಸ್ತ್ರೀಯ ಸಂಗೀತ. 10.00–ಸಂಪ್ರದಾಯ ಭಜನೆ.: [985, 1820, 1297, 1966]
- madhu-headline-2: ನಾಡುಮಠದಲ್ಲಿ ವಿಶೇಷಪೂಜೆ: [1314, 1165, 1454, 1182]
- lead-caption: ಮೈಸೂರಿನ ಇನ್ಸ್‌ಟಿಟ್ಯೂಟ್ ಆಫ್ ಇಂಜಿನಿಯರ್ಸ್ ಸಂಸ್ಥೆಯ ಸಭಾಂಗಣದಲ್ಲಿ ಭಾನುವಾರ ನಡೆದ ಕಾರ್ಯಕ್ರಮದಲ್ಲಿ ಬಿ.ಕೆ.ಮೀನಾಕ್ಷಿ ಅವರ ಮೂರು ಕೃತಿಗಳನ್ನು ಸಂಸ್ಕೃತ ವಿದ್ವಾಂಸ ಡಾ.ಹೆಚ್.ವಿ.ನಾಗರಾಜರಾವ್ ಬಿಡುಗಡೆ ಮಾಡಿದರು.: [707, 432, 1270, 461]
- vachana-headline-1: ಭಾರತದ ಸಂವಿಧಾನಕ್ಕೆ ವಚನ: [818, 954, 1135, 995]
- vachana-body-col2: 12ನೇ ಶತಮಾನದಲ್ಲಿ ಬಸವಣ್ಣನವರು ಕಟ್ಟಿದ ಅನುಭವ ಮಂಟಪವೇ ವಿಶ್ವದ ಮೊದಲ ಸಂಸತ್ತು. ಅಲ್ಲಿ ಎಲ್ಲಾ ವರ್ಗದ ಜನರಿಗೂ ಸಮಾನ ಅವಕಾಶವಿತ್ತು. ವಚನಕಾರರು ಸಮಾನತೆ, ಸ್ವಾತಂತ್ರ್ಯ, ಭ್ರಾತೃತ್ವದ ತತ್ವಗಳನ್ನು ಸಾರಿದರು. ಇದೇ ತತ್ವಗಳು ಸಂವಿಧಾನದಲ್ಲೂ ಅಡಕವಾಗಿವೆ ಎಂದರು.: [879, 1316, 1072, 1448]
- yoga-photo: [90, 243, 479, 524]
- naac-headline-2: ಸಮಿತಿಯ 7 ಸದಸ್ಯರಿಗೆ ಜೀವಿತಾವಧಿ ನಿಷೇಧ: [130, 979, 439, 1004]
- registration-dot: [753, 2327, 767, 2340]
- footer-registration-dots-center: [727, 2327, 815, 2343]
- section-name: ಮೈಸೂರು ನಗರ: [189, 83, 337, 116]
- registration-dot: [1386, 2327, 1399, 2340]
- naac-headline-1: 'ನ್ಯಾಕ್' ಗ್ರೇಡ್ ನೀಡಲು ಲಂಚ ಆರೋಪ:: [141, 947, 428, 972]
